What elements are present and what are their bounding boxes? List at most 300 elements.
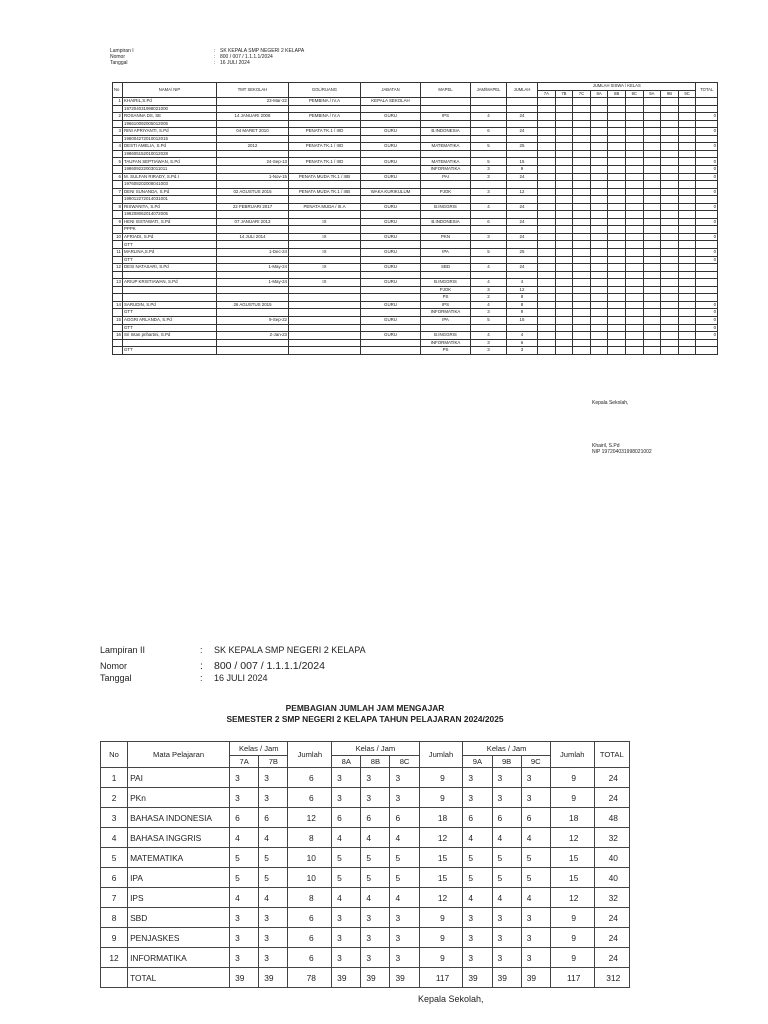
cell-kelas <box>555 113 573 121</box>
cell-kelas <box>555 316 573 324</box>
cell-mapel: TOTAL <box>128 968 230 988</box>
cell-value: 9 <box>550 948 594 968</box>
signature-title: Kepala Sekolah, <box>592 400 629 406</box>
cell-kelas <box>661 218 679 226</box>
cell-gol: IX <box>289 249 361 257</box>
table-row <box>113 135 718 143</box>
cell-kelas <box>608 233 626 241</box>
table-row <box>113 150 718 158</box>
cell-total <box>696 286 718 294</box>
cell-kelas <box>538 98 556 106</box>
cell-jam: 3 <box>471 166 507 174</box>
cell-kelas <box>538 264 556 272</box>
cell-kelas <box>678 173 696 181</box>
cell-gol <box>289 241 361 249</box>
cell-value: 4 <box>492 888 521 908</box>
cell-kelas <box>590 286 608 294</box>
cell-kelas <box>590 294 608 302</box>
cell-kelas <box>555 211 573 219</box>
th-kelas: 7A <box>230 756 259 768</box>
jam-table-head <box>101 742 630 756</box>
cell-value: 4 <box>259 888 288 908</box>
table-row <box>113 113 718 121</box>
cell-kelas <box>661 249 679 257</box>
cell-jml: 12 <box>507 286 538 294</box>
cell-kelas <box>590 143 608 151</box>
cell-kelas <box>590 279 608 287</box>
cell-mapel <box>421 256 471 264</box>
cell-value: 5 <box>230 868 259 888</box>
cell-kelas <box>678 135 696 143</box>
cell-value: 24 <box>594 908 629 928</box>
cell-kelas <box>625 256 643 264</box>
cell-tmt <box>217 226 289 234</box>
cell-nama: 198208062014072005 <box>123 211 217 219</box>
cell-jab <box>361 347 421 355</box>
cell-total <box>696 241 718 249</box>
cell-kelas <box>643 324 661 332</box>
cell-jml <box>507 271 538 279</box>
cell-no: 14 <box>113 301 123 309</box>
cell-kelas <box>678 158 696 166</box>
cell-kelas <box>590 105 608 113</box>
cell-jml <box>507 256 538 264</box>
lampiran-line: Lampiran II : SK KEPALA SMP NEGERI 2 KELAPA <box>100 645 366 655</box>
cell-jab <box>361 181 421 189</box>
cell-mapel: IPA <box>128 868 230 888</box>
cell-kelas <box>625 264 643 272</box>
cell-total: 0 <box>696 143 718 151</box>
cell-tmt: 07 JANUARI 2013 <box>217 218 289 226</box>
cell-no <box>113 166 123 174</box>
cell-kelas <box>538 166 556 174</box>
th-kelas: 9B <box>492 756 521 768</box>
cell-kelas <box>661 339 679 347</box>
cell-kelas <box>538 324 556 332</box>
th-kelas-jam: Kelas / Jam <box>230 742 288 756</box>
cell-kelas <box>625 196 643 204</box>
cell-kelas <box>661 211 679 219</box>
table-row <box>113 339 718 347</box>
cell-value: 9 <box>419 948 463 968</box>
cell-value: 3 <box>332 948 361 968</box>
cell-value: 117 <box>419 968 463 988</box>
cell-kelas <box>625 286 643 294</box>
cell-mapel <box>421 105 471 113</box>
cell-nama: TAUFAN SEPTIAWAN, S.Pd <box>123 158 217 166</box>
table-row <box>113 264 718 272</box>
cell-mapel: SBD <box>128 908 230 928</box>
jam-table-body <box>101 768 630 988</box>
cell-kelas <box>678 120 696 128</box>
cell-kelas <box>590 158 608 166</box>
cell-tmt <box>217 339 289 347</box>
cell-kelas <box>555 309 573 317</box>
cell-kelas <box>643 188 661 196</box>
cell-kelas <box>538 249 556 257</box>
cell-kelas <box>643 286 661 294</box>
cell-kelas <box>573 324 591 332</box>
cell-no: 6 <box>113 173 123 181</box>
cell-value: 15 <box>419 848 463 868</box>
table-row <box>113 271 718 279</box>
cell-kelas <box>555 196 573 204</box>
cell-no: 10 <box>113 233 123 241</box>
cell-nama: DESTI AMELIA, S.Pd <box>123 143 217 151</box>
cell-kelas <box>573 218 591 226</box>
th-jumlah: JUMLAH <box>507 83 538 98</box>
table-row <box>113 226 718 234</box>
th-kelas-jam: Kelas / Jam <box>332 742 419 756</box>
cell-kelas <box>608 301 626 309</box>
cell-jam: 4 <box>471 332 507 340</box>
cell-jml <box>507 135 538 143</box>
cell-kelas <box>608 226 626 234</box>
cell-value: 12 <box>550 888 594 908</box>
cell-kelas <box>608 181 626 189</box>
th-kelas: 9C <box>678 90 696 98</box>
cell-kelas <box>538 173 556 181</box>
cell-nama: HENI ISSTAWATI, S.Pd <box>123 218 217 226</box>
cell-value: 78 <box>288 968 332 988</box>
cell-value: 3 <box>390 908 419 928</box>
cell-no: 15 <box>113 316 123 324</box>
cell-tmt <box>217 241 289 249</box>
cell-jam: 4 <box>471 113 507 121</box>
cell-jab <box>361 339 421 347</box>
table-row <box>101 948 630 968</box>
cell-jab: GURU <box>361 301 421 309</box>
cell-no <box>113 347 123 355</box>
cell-value: 12 <box>550 828 594 848</box>
cell-value: 9 <box>550 928 594 948</box>
cell-kelas <box>573 279 591 287</box>
cell-jam: 3 <box>471 347 507 355</box>
cell-value: 15 <box>550 848 594 868</box>
cell-kelas <box>555 105 573 113</box>
cell-tmt: 1-May-24 <box>217 264 289 272</box>
cell-kelas <box>608 279 626 287</box>
cell-jam <box>471 196 507 204</box>
cell-kelas <box>625 339 643 347</box>
cell-jam: 6 <box>471 128 507 136</box>
cell-jab: GURU <box>361 316 421 324</box>
cell-gol <box>289 301 361 309</box>
cell-jab: GURU <box>361 128 421 136</box>
cell-kelas <box>678 286 696 294</box>
th-gol: GOL/RUANG <box>289 83 361 98</box>
cell-jam <box>471 241 507 249</box>
cell-kelas <box>661 309 679 317</box>
cell-kelas <box>661 347 679 355</box>
cell-total: 0 <box>696 158 718 166</box>
cell-mapel <box>421 135 471 143</box>
cell-kelas <box>643 158 661 166</box>
cell-kelas <box>643 135 661 143</box>
cell-value: 3 <box>361 908 390 928</box>
cell-kelas <box>608 241 626 249</box>
cell-mapel: B.INDONESIA <box>421 128 471 136</box>
th-kelas: 9A <box>643 90 661 98</box>
cell-value: 9 <box>419 768 463 788</box>
cell-mapel: PJOK <box>421 188 471 196</box>
cell-jml: 4 <box>507 332 538 340</box>
cell-jml: 9 <box>507 166 538 174</box>
cell-value: 4 <box>521 828 550 848</box>
cell-value: 6 <box>521 808 550 828</box>
cell-tmt <box>217 196 289 204</box>
cell-kelas <box>555 128 573 136</box>
cell-jam: 3 <box>471 173 507 181</box>
cell-value: 18 <box>550 808 594 828</box>
cell-jab <box>361 294 421 302</box>
cell-jml: 8 <box>507 301 538 309</box>
cell-no <box>113 271 123 279</box>
cell-kelas <box>608 249 626 257</box>
table-row <box>113 347 718 355</box>
cell-kelas <box>625 98 643 106</box>
cell-no: 9 <box>113 218 123 226</box>
cell-no <box>113 211 123 219</box>
cell-kelas <box>573 256 591 264</box>
cell-kelas <box>643 98 661 106</box>
cell-gol <box>289 256 361 264</box>
cell-mapel: PENJASKES <box>128 928 230 948</box>
cell-kelas <box>661 98 679 106</box>
cell-nama: PPPK <box>123 226 217 234</box>
cell-nama: KHAIRIL,S.Pd <box>123 98 217 106</box>
table-row <box>113 233 718 241</box>
cell-kelas <box>678 241 696 249</box>
cell-kelas <box>661 226 679 234</box>
th-tmt: TMT SEKOLAH <box>217 83 289 98</box>
cell-mapel: MATEMATIKA <box>421 143 471 151</box>
cell-gol: IX <box>289 233 361 241</box>
cell-total: 0 <box>696 113 718 121</box>
cell-jab <box>361 196 421 204</box>
cell-mapel: INFORMATIKA <box>128 948 230 968</box>
teacher-table-body <box>113 98 718 355</box>
cell-kelas <box>590 166 608 174</box>
cell-jab: GURU <box>361 249 421 257</box>
cell-mapel: PS <box>421 294 471 302</box>
title-line2: SEMESTER 2 SMP NEGERI 2 KELAPA TAHUN PELAJARAN 2024/2025 <box>226 714 504 724</box>
cell-kelas <box>573 143 591 151</box>
cell-kelas <box>625 309 643 317</box>
cell-value: 10 <box>288 868 332 888</box>
cell-value: 3 <box>332 908 361 928</box>
cell-kelas <box>590 309 608 317</box>
jam-mengajar-table <box>100 741 630 988</box>
cell-tmt <box>217 309 289 317</box>
cell-tmt: 1-Dec-24 <box>217 249 289 257</box>
cell-no: 6 <box>101 868 128 888</box>
cell-kelas <box>643 211 661 219</box>
cell-kelas <box>555 203 573 211</box>
cell-nama: AFRIADI, S.Pd <box>123 233 217 241</box>
cell-jml: 12 <box>507 188 538 196</box>
cell-jab <box>361 150 421 158</box>
cell-value: 3 <box>390 928 419 948</box>
cell-kelas <box>678 203 696 211</box>
cell-jam <box>471 211 507 219</box>
cell-total <box>696 211 718 219</box>
table-row <box>113 294 718 302</box>
cell-mapel: INFORMATIKA <box>421 166 471 174</box>
cell-kelas <box>573 286 591 294</box>
cell-kelas <box>625 233 643 241</box>
cell-kelas <box>625 249 643 257</box>
th-kelas: 8A <box>332 756 361 768</box>
cell-gol: PENATA TK.1 / IIID <box>289 128 361 136</box>
cell-kelas <box>538 294 556 302</box>
th-total: TOTAL <box>696 83 718 98</box>
cell-kelas <box>643 301 661 309</box>
cell-kelas <box>555 339 573 347</box>
cell-mapel: IPA <box>421 249 471 257</box>
cell-value: 3 <box>492 928 521 948</box>
th-mapel: Mata Pelajaran <box>128 742 230 768</box>
cell-kelas <box>678 279 696 287</box>
cell-kelas <box>538 135 556 143</box>
cell-kelas <box>643 339 661 347</box>
cell-jml: 24 <box>507 113 538 121</box>
cell-kelas <box>643 347 661 355</box>
cell-jam: 5 <box>471 143 507 151</box>
cell-kelas <box>555 332 573 340</box>
cell-kelas <box>643 249 661 257</box>
cell-total <box>696 264 718 272</box>
cell-jml <box>507 105 538 113</box>
cell-jam: 3 <box>471 188 507 196</box>
cell-kelas <box>538 128 556 136</box>
cell-kelas <box>573 211 591 219</box>
cell-mapel <box>421 241 471 249</box>
cell-kelas <box>590 181 608 189</box>
cell-jml <box>507 120 538 128</box>
title-line1: PEMBAGIAN JUMLAH JAM MENGAJAR <box>285 703 445 713</box>
cell-kelas <box>590 120 608 128</box>
cell-no <box>113 181 123 189</box>
cell-no: 5 <box>113 158 123 166</box>
cell-kelas <box>678 211 696 219</box>
cell-no: 13 <box>113 279 123 287</box>
cell-gol <box>289 332 361 340</box>
cell-nama <box>123 286 217 294</box>
cell-jml <box>507 211 538 219</box>
cell-jam: 2 <box>471 294 507 302</box>
cell-kelas <box>538 226 556 234</box>
cell-kelas <box>643 264 661 272</box>
cell-kelas <box>643 128 661 136</box>
cell-value: 4 <box>463 888 492 908</box>
cell-jam: 6 <box>471 218 507 226</box>
cell-value: 39 <box>492 968 521 988</box>
cell-no: 2 <box>101 788 128 808</box>
cell-tmt: 04 MARET 2010 <box>217 128 289 136</box>
cell-kelas <box>590 173 608 181</box>
cell-no <box>101 968 128 988</box>
cell-value: 39 <box>361 968 390 988</box>
cell-kelas <box>678 301 696 309</box>
cell-kelas <box>590 249 608 257</box>
cell-kelas <box>573 332 591 340</box>
cell-mapel: B.INGGRIS <box>421 203 471 211</box>
th-kelas: 9A <box>463 756 492 768</box>
cell-value: 12 <box>419 828 463 848</box>
cell-jam: 3 <box>471 233 507 241</box>
cell-jml: 24 <box>507 218 538 226</box>
cell-kelas <box>555 173 573 181</box>
cell-kelas <box>555 286 573 294</box>
table-row <box>101 928 630 948</box>
cell-jam <box>471 135 507 143</box>
cell-kelas <box>643 233 661 241</box>
cell-tmt: 26 AGUSTUS 2015 <box>217 301 289 309</box>
cell-kelas <box>573 294 591 302</box>
cell-value: 3 <box>259 928 288 948</box>
cell-kelas <box>625 294 643 302</box>
cell-kelas <box>590 316 608 324</box>
cell-value: 10 <box>288 848 332 868</box>
cell-tmt <box>217 324 289 332</box>
cell-kelas <box>590 113 608 121</box>
cell-value: 32 <box>594 828 629 848</box>
cell-no: 3 <box>101 808 128 828</box>
cell-kelas <box>625 324 643 332</box>
cell-kelas <box>625 143 643 151</box>
cell-value: 6 <box>390 808 419 828</box>
cell-jab: GURU <box>361 279 421 287</box>
cell-nama <box>123 339 217 347</box>
cell-jab: GURU <box>361 173 421 181</box>
nomor-line: Nomor : 800 / 007 / 1.1.1.1/2024 <box>110 54 273 61</box>
table-row <box>101 848 630 868</box>
cell-jml: 15 <box>507 158 538 166</box>
cell-no: 12 <box>113 264 123 272</box>
cell-kelas <box>661 256 679 264</box>
cell-kelas <box>608 332 626 340</box>
cell-tmt: 1-May-24 <box>217 279 289 287</box>
table-row <box>101 768 630 788</box>
cell-value: 3 <box>361 788 390 808</box>
cell-kelas <box>538 316 556 324</box>
table-row <box>113 98 718 106</box>
cell-value: 6 <box>361 808 390 828</box>
cell-kelas <box>625 128 643 136</box>
cell-kelas <box>625 105 643 113</box>
cell-kelas <box>661 113 679 121</box>
cell-kelas <box>573 271 591 279</box>
cell-jam: 5 <box>471 249 507 257</box>
cell-nama: 198004272010012015 <box>123 135 217 143</box>
cell-mapel <box>421 98 471 106</box>
cell-nama: GTT <box>123 241 217 249</box>
cell-kelas <box>573 120 591 128</box>
cell-kelas <box>538 256 556 264</box>
th-kelas: 8A <box>590 90 608 98</box>
table-row <box>113 211 718 219</box>
cell-jab <box>361 324 421 332</box>
cell-tmt <box>217 347 289 355</box>
cell-tmt <box>217 120 289 128</box>
cell-kelas <box>643 120 661 128</box>
cell-value: 3 <box>259 788 288 808</box>
cell-value: 4 <box>390 888 419 908</box>
cell-kelas <box>573 203 591 211</box>
cell-value: 3 <box>463 908 492 928</box>
cell-value: 32 <box>594 888 629 908</box>
